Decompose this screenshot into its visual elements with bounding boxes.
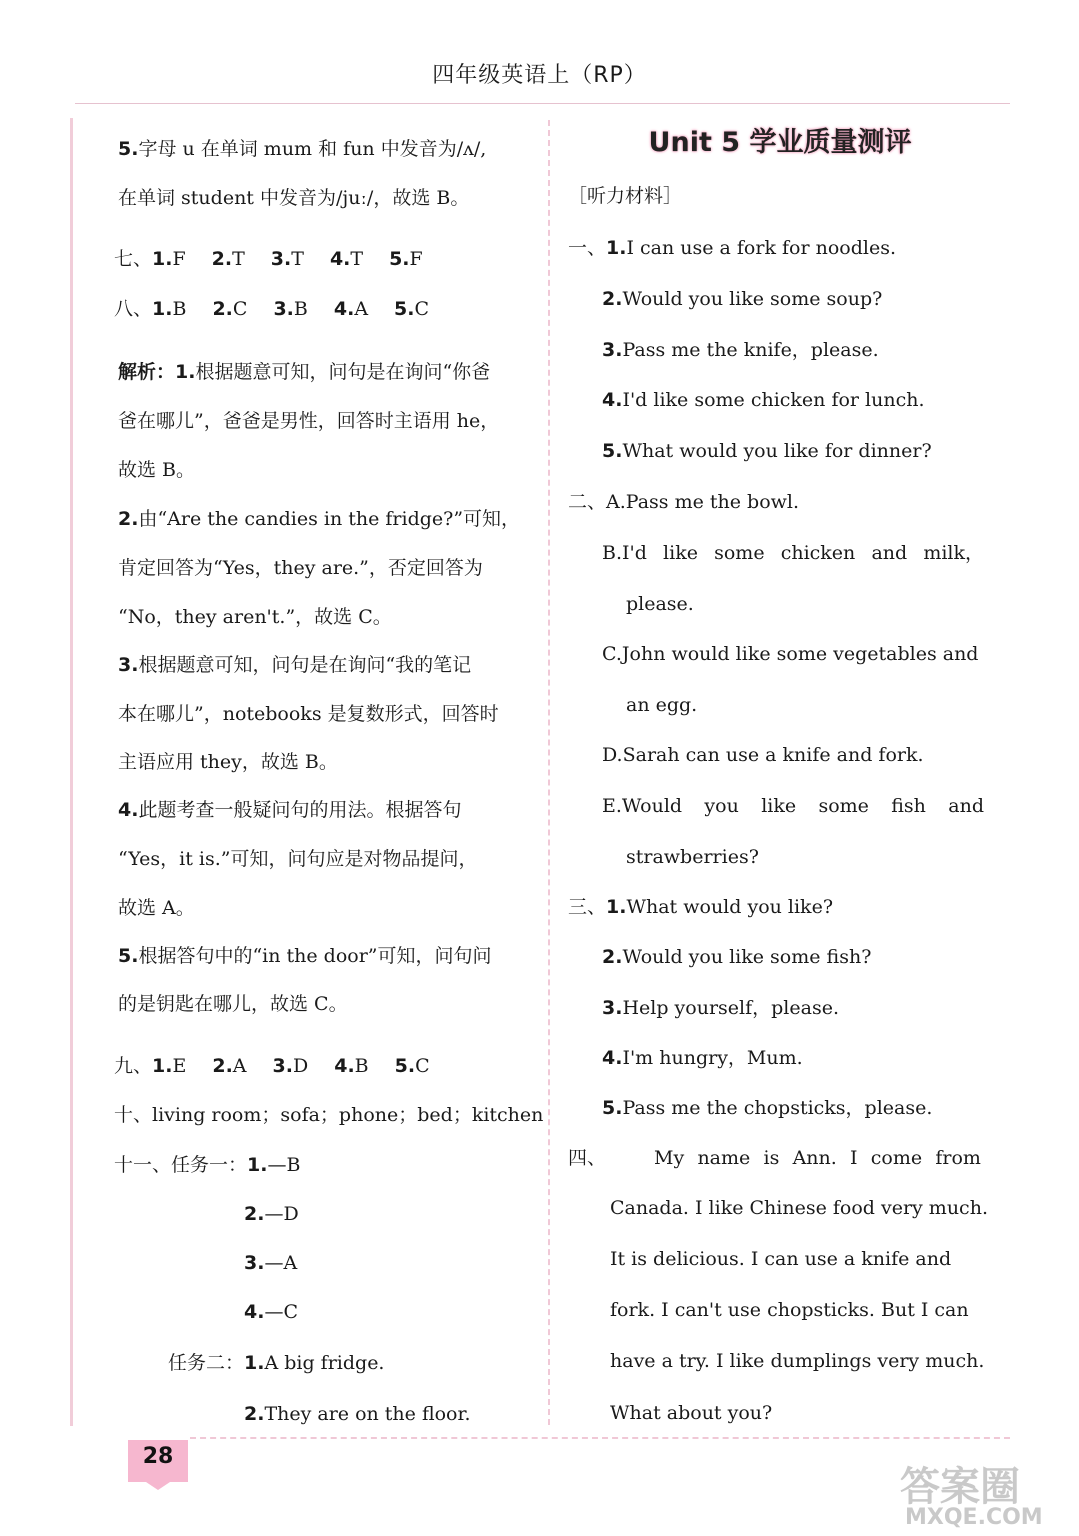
analysis-line: 4.此题考查一般疑问句的用法。根据答句 [118, 799, 462, 821]
listening-line: please. [626, 593, 694, 615]
answer-row-10: 十、living room；sofa；phone；bed；kitchen [114, 1104, 544, 1126]
analysis-line: 的是钥匙在哪儿，故选 C。 [118, 993, 348, 1015]
answer-line: 5.字母 u 在单词 mum 和 fun 中发音为/ʌ/, [118, 138, 487, 160]
answer-row-11: 十一、任务一：1.—B [114, 1154, 301, 1176]
analysis-line: 故选 A。 [118, 897, 195, 919]
listening-label: 四、 [568, 1147, 607, 1169]
answer-line: 2.They are on the floor. [244, 1403, 471, 1425]
listening-line: It is delicious. I can use a knife and [610, 1248, 952, 1270]
analysis-line: 爸在哪儿”，爸爸是男性，回答时主语用 he， [118, 410, 500, 432]
listening-line: 二、A.Pass me the bowl. [568, 491, 800, 513]
analysis-line: 解析：1.根据题意可知，问句是在询问“你爸 [118, 361, 491, 383]
listening-line: 3.Pass me the knife，please. [602, 339, 879, 361]
listening-line: 4.I'd like some chicken for lunch. [602, 389, 925, 411]
listening-line: 2.Would you like some fish? [602, 946, 872, 968]
answer-row-8: 八、1.B 2.C 3.B 4.A 5.C [114, 298, 430, 320]
listening-line: E.Would you like some fish and [602, 795, 984, 817]
section-title: Unit 5 学业质量测评 [648, 127, 912, 158]
analysis-line: 本在哪儿”，notebooks 是复数形式，回答时 [118, 703, 499, 725]
listening-line: What about you? [610, 1402, 773, 1424]
listening-line: 5.What would you like for dinner? [602, 440, 932, 462]
listening-line: 一、1.I can use a fork for noodles. [568, 237, 896, 259]
listening-line: 2.Would you like some soup? [602, 288, 883, 310]
listening-line: 4.I'm hungry，Mum. [602, 1047, 803, 1069]
page-header: 四年级英语上（RP） [432, 63, 647, 88]
header-rule [75, 103, 1010, 104]
answer-line: 在单词 student 中发音为/juː/，故选 B。 [118, 187, 470, 209]
listening-line: 3.Help yourself，please. [602, 997, 839, 1019]
analysis-line: 主语应用 they，故选 B。 [118, 751, 338, 773]
listening-line: 三、1.What would you like? [568, 896, 834, 918]
listening-line: C.John would like some vegetables and [602, 643, 979, 665]
listening-line: an egg. [626, 694, 698, 716]
analysis-line: 5.根据答句中的“in the door”可知，问句问 [118, 945, 492, 967]
analysis-line: 2.由“Are the candies in the fridge?”可知， [118, 508, 521, 530]
page-number: 28 [128, 1440, 188, 1482]
analysis-line: 故选 B。 [118, 459, 196, 481]
analysis-line: “Yes，it is.”可知，问句应是对物品提问， [118, 848, 478, 870]
answer-row-7: 七、1.F 2.T 3.T 4.T 5.F [114, 248, 423, 270]
answer-line: 任务二：1.A big fridge. [168, 1352, 385, 1374]
listening-line: B.I'd like some chicken and milk， [602, 542, 984, 564]
analysis-line: “No，they aren't.”，故选 C。 [118, 606, 392, 628]
listening-line: fork. I can't use chopsticks. But I can [610, 1299, 969, 1321]
column-divider [548, 120, 550, 1425]
listening-line: 5.Pass me the chopsticks，please. [602, 1097, 933, 1119]
analysis-line: 肯定回答为“Yes，they are.”，否定回答为 [118, 557, 483, 579]
listening-line: have a try. I like dumplings very much. [610, 1350, 985, 1372]
analysis-line: 3.根据题意可知，问句是在询问“我的笔记 [118, 654, 472, 676]
listening-line: D.Sarah can use a knife and fork. [602, 744, 924, 766]
left-margin-bar [70, 118, 73, 1426]
answer-row-9: 九、1.E 2.A 3.D 4.B 5.C [114, 1055, 430, 1077]
answer-line: 4.—C [244, 1301, 298, 1323]
watermark-url: MXQE.COM [905, 1505, 1043, 1530]
material-label: ［听力材料］ [568, 185, 683, 207]
listening-line: strawberries? [626, 846, 759, 868]
listening-line: My name is Ann. I come from [654, 1147, 981, 1169]
footer-rule [190, 1437, 1010, 1439]
answer-line: 3.—A [244, 1252, 298, 1274]
listening-line: Canada. I like Chinese food very much. [610, 1197, 988, 1219]
watermark-logo: 答案圈 [900, 1464, 1020, 1510]
answer-line: 2.—D [244, 1203, 299, 1225]
